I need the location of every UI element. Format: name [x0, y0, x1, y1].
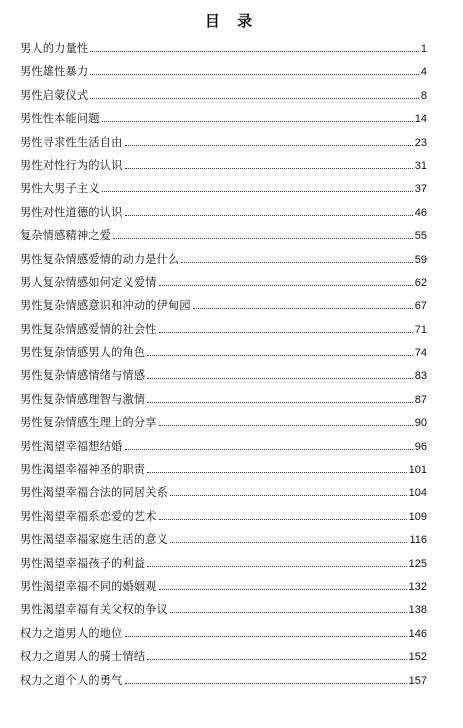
toc-entry[interactable]	[20, 64, 427, 87]
dot-leader	[90, 50, 419, 52]
toc-entry-page-number: 157	[408, 674, 427, 687]
toc-entry-page-number: 67	[414, 300, 427, 313]
toc-entry[interactable]	[20, 135, 427, 158]
dot-leader	[125, 682, 407, 684]
toc-entry-label: 男性渴望幸福家庭生活的意义	[20, 533, 169, 547]
toc-entry-label: 复杂情感精神之爱	[20, 229, 112, 243]
toc-entry-label: 男性启蒙仪式	[20, 88, 89, 102]
toc-entry-label: 男性性本能问题	[20, 112, 100, 126]
dot-leader	[147, 401, 412, 403]
toc-entry[interactable]	[20, 649, 427, 672]
dot-leader	[159, 284, 413, 286]
dot-leader	[181, 261, 412, 263]
toc-entry-label: 男性复杂情感爱情的动力是什么	[20, 252, 180, 266]
toc-entry-page-number: 4	[420, 66, 427, 79]
dot-leader	[147, 377, 412, 379]
toc-entry-page-number: 55	[414, 230, 427, 243]
toc-entry[interactable]	[20, 439, 427, 462]
toc-entry-page-number: 46	[414, 206, 427, 219]
toc-entry-page-number: 90	[414, 417, 427, 430]
dot-leader	[159, 331, 413, 333]
toc-entry[interactable]	[20, 556, 427, 579]
dot-leader	[90, 97, 419, 99]
toc-entry-label: 男性大男子主义	[20, 182, 100, 196]
toc-entry[interactable]	[20, 88, 427, 111]
dot-leader	[170, 494, 407, 496]
toc-entry-label: 男性复杂情感理智与激情	[20, 392, 146, 406]
dot-leader	[193, 307, 413, 309]
toc-entry[interactable]	[20, 509, 427, 532]
toc-entry[interactable]	[20, 181, 427, 204]
dot-leader	[125, 214, 413, 216]
toc-entry[interactable]	[20, 228, 427, 251]
toc-entry-label: 男性复杂情感爱情的社会性	[20, 322, 157, 336]
dot-leader	[125, 448, 413, 450]
dot-leader	[147, 565, 406, 567]
toc-entry[interactable]	[20, 298, 427, 321]
toc-entry[interactable]	[20, 111, 427, 134]
toc-entry-page-number: 23	[414, 136, 427, 149]
toc-entry-page-number: 138	[408, 604, 427, 617]
toc-entry[interactable]	[20, 626, 427, 649]
toc-entry[interactable]	[20, 205, 427, 228]
toc-entry-page-number: 8	[420, 89, 427, 102]
toc-entry-page-number: 87	[414, 393, 427, 406]
toc-entry[interactable]	[20, 602, 427, 625]
toc-entry-label: 男性对性道德的认识	[20, 205, 123, 219]
dot-leader	[125, 144, 413, 146]
toc-entry-page-number: 152	[408, 651, 427, 664]
toc-entry-label: 男性复杂情感生理上的分享	[20, 416, 157, 430]
dot-leader	[113, 237, 413, 239]
toc-entry-page-number: 96	[414, 440, 427, 453]
toc-entry[interactable]	[20, 252, 427, 275]
toc-entry[interactable]	[20, 579, 427, 602]
toc-entry[interactable]	[20, 673, 427, 696]
toc-entry-label: 男性复杂情感意识和冲动的伊甸园	[20, 299, 191, 313]
toc-entry-label: 男性渴望幸福合法的同居关系	[20, 486, 169, 500]
toc-entry-label: 男人复杂情感如何定义爱情	[20, 275, 157, 289]
toc-entry-page-number: 71	[414, 323, 427, 336]
page-title: 目 录	[204, 12, 259, 30]
dot-leader	[125, 167, 413, 169]
toc-entry-page-number: 125	[408, 557, 427, 570]
toc-entry-page-number: 62	[414, 276, 427, 289]
toc-entry[interactable]	[20, 322, 427, 345]
toc-entry-label: 男性渴望幸福系恋爱的艺术	[20, 509, 157, 523]
toc-entry-page-number: 1	[420, 43, 427, 55]
toc-entry-label: 男性渴望幸福想结婚	[20, 439, 123, 453]
toc-entry-label: 权力之道男人的地位	[20, 626, 123, 640]
dot-leader	[147, 658, 406, 660]
toc-entry[interactable]	[20, 415, 427, 438]
toc-entry-label: 男性复杂情感情绪与情感	[20, 369, 146, 383]
toc-entry-label: 男性对性行为的认识	[20, 158, 123, 172]
toc-entry-label: 权力之道男人的骑士情结	[20, 650, 146, 664]
toc-entry[interactable]	[20, 392, 427, 415]
toc-entry[interactable]	[20, 345, 427, 368]
dot-leader	[102, 190, 413, 192]
toc-entry-page-number: 83	[414, 370, 427, 383]
dot-leader	[147, 354, 412, 356]
toc-entry-page-number: 31	[414, 159, 427, 172]
toc-entry-page-number: 109	[408, 510, 427, 523]
toc-entry[interactable]	[20, 41, 427, 64]
dot-leader	[159, 424, 413, 426]
toc-entry-page-number: 37	[414, 183, 427, 196]
toc-entry-label: 权力之道个人的勇气	[20, 673, 123, 687]
dot-leader	[147, 471, 406, 473]
toc-entry-label: 男性渴望幸福孩子的利益	[20, 556, 146, 570]
toc-entry-page-number: 146	[408, 627, 427, 640]
toc-entry-label: 男性渴望幸福神圣的职责	[20, 463, 146, 477]
toc-entry-page-number: 101	[408, 464, 427, 477]
toc-entry[interactable]	[20, 532, 427, 555]
toc-entry-label: 男性雄性暴力	[20, 65, 89, 79]
toc-entry[interactable]	[20, 462, 427, 485]
dot-leader	[159, 588, 407, 590]
table-of-contents	[20, 41, 427, 696]
toc-entry-label: 男人的力量性	[20, 42, 89, 55]
toc-entry-label: 男性复杂情感男人的角色	[20, 346, 146, 360]
toc-entry-page-number: 14	[414, 113, 427, 126]
toc-entry-label: 男性渴望幸福有关父权的争议	[20, 603, 169, 617]
toc-entry[interactable]	[20, 368, 427, 391]
toc-entry-page-number: 59	[414, 253, 427, 266]
toc-entry[interactable]	[20, 158, 427, 181]
toc-entry-label: 男性渴望幸福不同的婚姻观	[20, 579, 157, 593]
toc-entry[interactable]	[20, 485, 427, 508]
toc-entry[interactable]	[20, 275, 427, 298]
toc-entry-page-number: 132	[408, 580, 427, 593]
toc-entry-page-number: 104	[408, 487, 427, 500]
toc-entry-page-number: 116	[409, 534, 427, 547]
dot-leader	[102, 120, 413, 122]
dot-leader	[170, 611, 407, 613]
toc-entry-label: 男性寻求性生活自由	[20, 135, 123, 149]
dot-leader	[159, 518, 407, 520]
dot-leader	[125, 635, 407, 637]
toc-entry-page-number: 74	[414, 347, 427, 360]
dot-leader	[90, 73, 419, 75]
dot-leader	[170, 541, 407, 543]
